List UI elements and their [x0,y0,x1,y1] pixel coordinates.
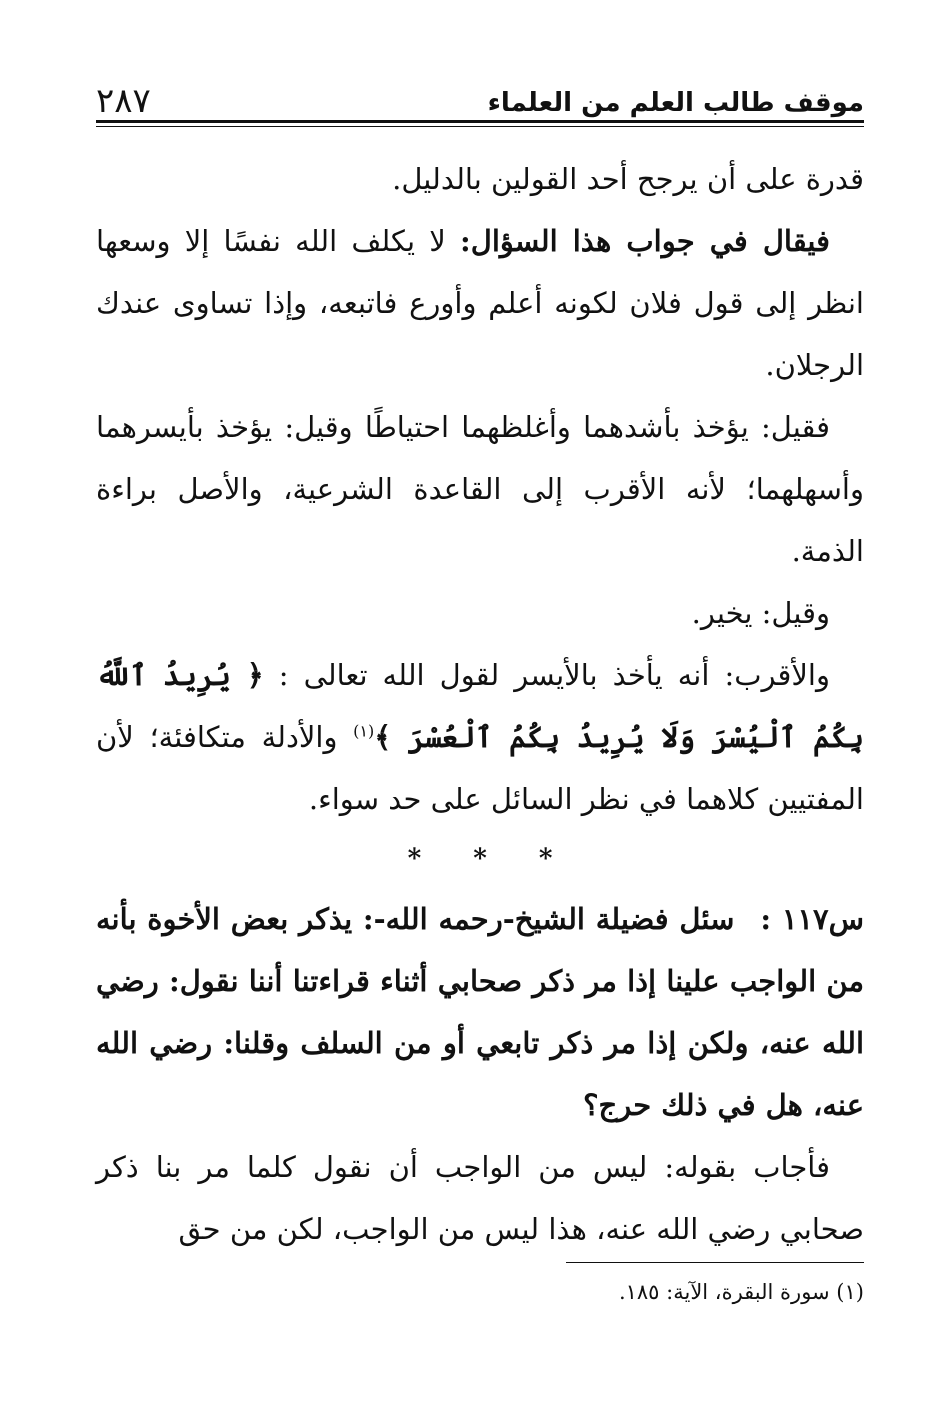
page-number: ٢٨٧ [96,81,151,121]
paragraph-5 [96,644,864,830]
footnote-ref: (١) [353,721,375,741]
paragraph-4: وقيل: يخير. [691,596,830,630]
question-text: سئل فضيلة الشيخ-رحمه الله-: يذكر بعض الأخوة بأنه من الواجب علينا إذا مر ذكر صحابي أثناء قراءتنا أننا نقول: رضي الله عنه، ولكن إذا مر ذكر تابعي أو من السلف وقلنا: رضي الله عنه، هل في ذلك حرج؟ [96,902,864,1122]
paragraph-3: فقيل: يؤخذ بأشدهما وأغلظهما احتياطًا وقيل: يؤخذ بأيسرهما وأسهلهما؛ لأنه الأقرب إلى القاعدة الشرعية، والأصل براءة الذمة. [96,410,864,568]
question-number: س١١٧ : [760,902,864,936]
answer-paragraph: فأجاب بقوله: ليس من الواجب أن نقول كلما مر بنا ذكر صحابي رضي الله عنه، هذا ليس من الواجب، لكن من حق [96,1150,864,1246]
page-body [96,148,864,1260]
asterisk: * [407,844,422,874]
quran-verse: ﴿ يُرِيدُ ٱللَّهُ بِكُمُ ٱلْيُسْرَ وَلَا يُرِيدُ بِكُمُ ٱلْعُسْرَ ﴾ [96,658,864,754]
asterisk: * [538,844,553,874]
paragraph-2 [96,210,864,396]
question-paragraph [96,888,864,1136]
asterisk: * [473,844,487,874]
paragraph-5-text-a: والأقرب: أنه يأخذ بالأيسر لقول الله تعالى : [263,658,830,692]
header-rule [96,120,864,123]
footnote-rule [566,1262,864,1263]
footnote: (١) سورة البقرة، الآية: ١٨٥. [618,1280,864,1304]
paragraph-5-text-b: والأدلة متكافئة؛ لأن المفتيين كلاهما في نظر السائل على حد سواء. [96,720,864,816]
section-separator [96,830,864,888]
page-header [96,62,864,122]
running-title: موقف طالب العلم من العلماء [487,88,864,118]
paragraph-1: قدرة على أن يرجح أحد القولين بالدليل. [392,162,864,196]
header-rule-thin [96,126,864,127]
paragraph-2-lead: فيقال في جواب هذا السؤال: [460,224,831,258]
paragraph-2-text: لا يكلف الله نفسًا إلا وسعها انظر إلى قول فلان لكونه أعلم وأورع فاتبعه، وإذا تساوى عندك الرجلان. [96,224,864,382]
